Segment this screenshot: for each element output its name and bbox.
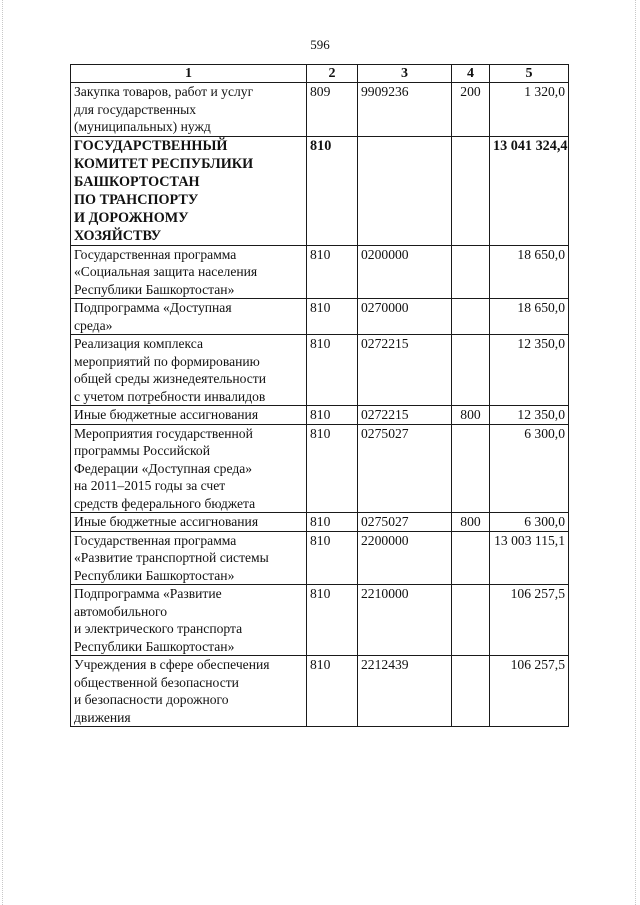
row-name: ГОСУДАРСТВЕННЫЙ КОМИТЕТ РЕСПУБЛИКИ БАШКОРТОСТАН ПО ТРАНСПОРТУ И ДОРОЖНОМУ ХОЗЯЙСТВУ — [71, 136, 307, 245]
row-amount: 12 350,0 — [490, 335, 569, 406]
row-expense-type: 800 — [452, 406, 490, 425]
column-header: 2 — [307, 65, 358, 83]
row-expense-type: 200 — [452, 83, 490, 137]
row-code: 810 — [307, 513, 358, 532]
row-amount: 13 041 324,4 — [490, 136, 569, 245]
row-name: Реализация комплекса мероприятий по формированию общей среды жизнедеятельности с учетом потребности инвалидов — [71, 335, 307, 406]
column-header: 5 — [490, 65, 569, 83]
row-code: 810 — [307, 136, 358, 245]
row-name: Подпрограмма «Развитие автомобильного и электрического транспорта Республики Башкортостан» — [71, 585, 307, 656]
row-target-code: 2212439 — [358, 656, 452, 727]
row-target-code: 2210000 — [358, 585, 452, 656]
budget-table — [70, 64, 569, 727]
row-amount: 6 300,0 — [490, 513, 569, 532]
row-code: 810 — [307, 531, 358, 585]
table-row — [71, 299, 569, 335]
page-edge-right — [632, 0, 636, 905]
page-number: 596 — [310, 37, 330, 52]
row-code: 810 — [307, 406, 358, 425]
column-header: 3 — [358, 65, 452, 83]
column-header: 4 — [452, 65, 490, 83]
table-row — [71, 531, 569, 585]
row-name: Государственная программа «Социальная защита населения Республики Башкортостан» — [71, 245, 307, 299]
header-row — [71, 65, 569, 83]
row-target-code: 2200000 — [358, 531, 452, 585]
row-expense-type: 800 — [452, 513, 490, 532]
column-header: 1 — [71, 65, 307, 83]
row-code: 810 — [307, 424, 358, 513]
table-row — [71, 335, 569, 406]
table-row — [71, 585, 569, 656]
table-row — [71, 513, 569, 532]
row-name: Иные бюджетные ассигнования — [71, 513, 307, 532]
table-row — [71, 136, 569, 245]
row-target-code: 9909236 — [358, 83, 452, 137]
row-amount: 1 320,0 — [490, 83, 569, 137]
row-expense-type — [452, 531, 490, 585]
row-target-code — [358, 136, 452, 245]
row-expense-type — [452, 424, 490, 513]
row-target-code: 0272215 — [358, 406, 452, 425]
row-name: Иные бюджетные ассигнования — [71, 406, 307, 425]
row-amount: 13 003 115,1 — [490, 531, 569, 585]
row-amount: 106 257,5 — [490, 585, 569, 656]
row-amount: 106 257,5 — [490, 656, 569, 727]
row-code: 809 — [307, 83, 358, 137]
row-target-code: 0272215 — [358, 335, 452, 406]
row-code: 810 — [307, 299, 358, 335]
row-amount: 12 350,0 — [490, 406, 569, 425]
row-amount: 18 650,0 — [490, 245, 569, 299]
row-code: 810 — [307, 245, 358, 299]
row-expense-type — [452, 585, 490, 656]
row-target-code: 0270000 — [358, 299, 452, 335]
row-expense-type — [452, 335, 490, 406]
row-name: Учреждения в сфере обеспечения общественной безопасности и безопасности дорожного движения — [71, 656, 307, 727]
row-expense-type — [452, 656, 490, 727]
row-expense-type — [452, 245, 490, 299]
row-target-code: 0275027 — [358, 513, 452, 532]
row-code: 810 — [307, 656, 358, 727]
row-code: 810 — [307, 585, 358, 656]
row-name: Государственная программа «Развитие транспортной системы Республики Башкортостан» — [71, 531, 307, 585]
row-expense-type — [452, 136, 490, 245]
row-expense-type — [452, 299, 490, 335]
row-name: Подпрограмма «Доступная среда» — [71, 299, 307, 335]
row-code: 810 — [307, 335, 358, 406]
row-amount: 6 300,0 — [490, 424, 569, 513]
table-row — [71, 83, 569, 137]
table-row — [71, 245, 569, 299]
row-amount: 18 650,0 — [490, 299, 569, 335]
table-row — [71, 656, 569, 727]
page-edge-left — [2, 0, 6, 905]
table-body — [71, 83, 569, 727]
row-target-code: 0200000 — [358, 245, 452, 299]
table-row — [71, 424, 569, 513]
row-target-code: 0275027 — [358, 424, 452, 513]
row-name: Закупка товаров, работ и услуг для государственных (муниципальных) нужд — [71, 83, 307, 137]
table-row — [71, 406, 569, 425]
row-name: Мероприятия государственной программы Российской Федерации «Доступная среда» на 2011–2015 годы за счет средств федерального бюджета — [71, 424, 307, 513]
